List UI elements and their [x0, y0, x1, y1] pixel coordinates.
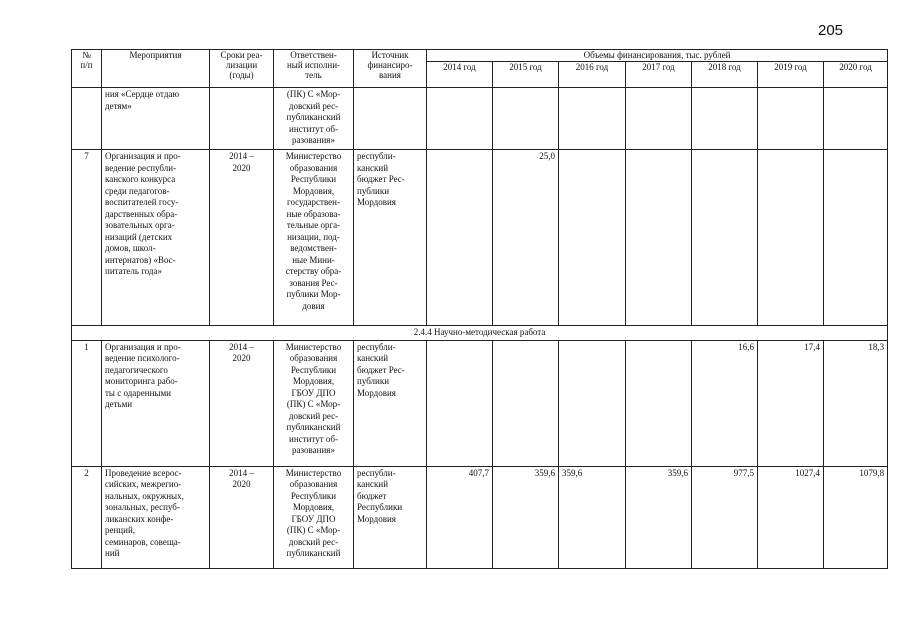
row-executor: Министерство образования Республики Мордовия, ГБОУ ДПО (ПК) С «Мор- довский рес- публиканский — [274, 466, 354, 568]
row-value — [493, 340, 559, 466]
row-value: 359,6 — [626, 466, 692, 568]
header-event: Мероприятия — [102, 50, 210, 88]
header-executor: Ответствен- ный исполни- тель — [274, 50, 354, 88]
row-value — [758, 150, 824, 326]
header-year: 2016 год — [559, 62, 626, 88]
row-period: 2014 – 2020 — [210, 150, 274, 326]
row-value: 977,5 — [692, 466, 758, 568]
table-row — [72, 466, 888, 568]
row-source: республи- канский бюджет Рес- публики Мордовия — [354, 340, 427, 466]
header-period: Сроки реа- лизации (годы) — [210, 50, 274, 88]
row-period — [210, 88, 274, 150]
header-year: 2017 год — [626, 62, 692, 88]
row-source: республи- канский бюджет Республики Мордовия — [354, 466, 427, 568]
row-value: 18,3 — [824, 340, 888, 466]
table-row — [72, 88, 888, 150]
row-num: 2 — [72, 466, 102, 568]
row-value — [427, 340, 493, 466]
row-event: Организация и про- ведение психолого- педагогического мониторинга рабо- ты с одаренными детьми — [102, 340, 210, 466]
table-row — [72, 150, 888, 326]
page-number: 205 — [818, 22, 844, 39]
row-value — [427, 88, 493, 150]
header-year: 2020 год — [824, 62, 888, 88]
row-value — [824, 150, 888, 326]
row-value — [692, 150, 758, 326]
row-num: 7 — [72, 150, 102, 326]
row-value — [559, 88, 626, 150]
row-period: 2014 – 2020 — [210, 466, 274, 568]
row-event: ния «Сердце отдаю детям» — [102, 88, 210, 150]
row-event: Проведение всерос- сийских, межрегио- нальных, окружных, зональных, респуб- ликанских конфе- ренций, семинаров, совеща- ний — [102, 466, 210, 568]
row-value — [559, 340, 626, 466]
section-row — [72, 326, 888, 341]
row-value — [493, 88, 559, 150]
header-year: 2018 год — [692, 62, 758, 88]
header-year: 2015 год — [493, 62, 559, 88]
row-event: Организация и про- ведение республи- канского конкурса среди педагогов- воспитателей госу- дарственных обра- зовательных орга- низаций (детских домов, школ- интернатов) «Вос- питатель года» — [102, 150, 210, 326]
row-value: 17,4 — [758, 340, 824, 466]
section-title: 2.4.4 Научно-методическая работа — [72, 326, 888, 341]
financing-table — [71, 49, 888, 569]
row-value — [626, 88, 692, 150]
row-num: 1 — [72, 340, 102, 466]
row-period: 2014 – 2020 — [210, 340, 274, 466]
row-value: 1027,4 — [758, 466, 824, 568]
row-num — [72, 88, 102, 150]
row-source: республи- канский бюджет Рес- публики Мордовия — [354, 150, 427, 326]
row-value — [758, 88, 824, 150]
row-executor: (ПК) С «Мор- довский рес- публиканский институт об- разования» — [274, 88, 354, 150]
row-value — [692, 88, 758, 150]
row-value: 16,6 — [692, 340, 758, 466]
row-value — [559, 150, 626, 326]
table-row — [72, 340, 888, 466]
header-num: № п/п — [72, 50, 102, 88]
row-executor: Министерство образования Республики Мордовия, ГБОУ ДПО (ПК) С «Мор- довский рес- публиканский институт об- разования» — [274, 340, 354, 466]
header-year: 2019 год — [758, 62, 824, 88]
row-value: 359,6 — [493, 466, 559, 568]
row-value: 407,7 — [427, 466, 493, 568]
header-year: 2014 год — [427, 62, 493, 88]
row-source — [354, 88, 427, 150]
row-value — [427, 150, 493, 326]
row-value: 1079,8 — [824, 466, 888, 568]
row-value — [626, 340, 692, 466]
row-value — [626, 150, 692, 326]
row-value: 359,6 — [559, 466, 626, 568]
row-value — [824, 88, 888, 150]
row-executor: Министерство образования Республики Мордовия, государствен- ные образова- тельные орга- низации, под- ведомствен- ные Мини- стерству обра- зования Рес- публики Мор- довия — [274, 150, 354, 326]
header-volumes: Объемы финансирования, тыс. рублей — [427, 50, 888, 62]
row-value: 25,0 — [493, 150, 559, 326]
header-source: Источник финансиро- вания — [354, 50, 427, 88]
